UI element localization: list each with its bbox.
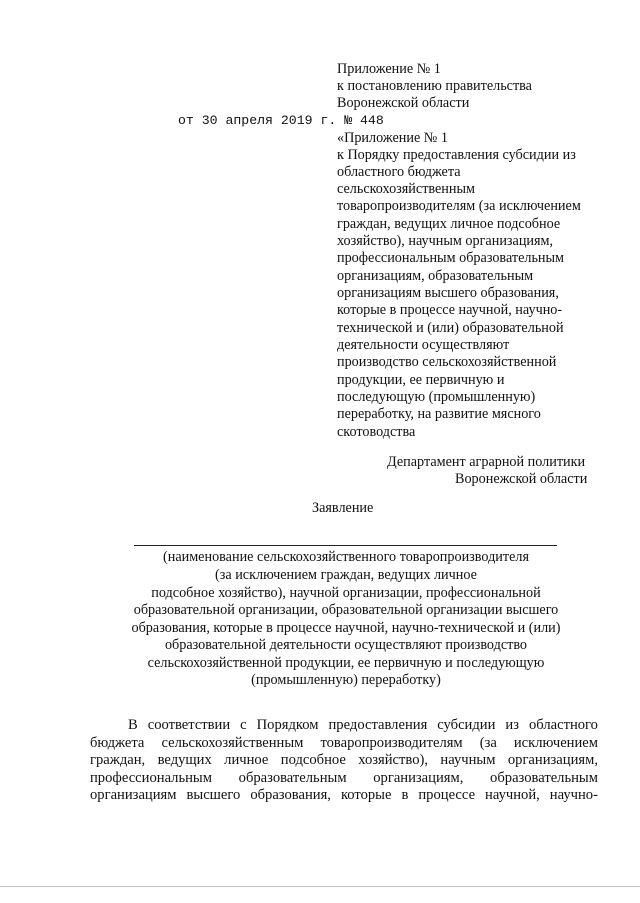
sub-appendix-line: производство сельскохозяйственной — [337, 354, 557, 370]
caption-line: образовательной организации, образовательной организации высшего — [133, 602, 559, 618]
sub-appendix-line: сельскохозяйственным — [337, 181, 476, 197]
appendix-title: Приложение № 1 — [337, 61, 441, 77]
sub-appendix-line: деятельности осуществляют — [337, 337, 510, 353]
sub-appendix-line: профессиональным образовательным — [337, 250, 565, 266]
addressee-line-2: Воронежской области — [455, 471, 588, 487]
sub-appendix-line: граждан, ведущих личное подсобное — [337, 216, 561, 232]
sub-appendix-line: организациям, образовательным — [337, 268, 534, 284]
sub-appendix-line: областного бюджета — [337, 164, 461, 180]
sub-appendix-line: которые в процессе научной, научно- — [337, 302, 563, 318]
body-line: В соответствии с Порядком предоставления субсидии из областного — [128, 717, 598, 733]
sub-appendix-line: к Порядку предоставления субсидии из — [337, 147, 576, 163]
scan-edge-line — [0, 886, 640, 887]
caption-line: подсобное хозяйство), научной организации, профессиональной — [151, 585, 541, 601]
caption-line: (наименование сельскохозяйственного товаропроизводителя — [163, 549, 529, 565]
sub-appendix-line: товаропроизводителям (за исключением — [337, 198, 581, 214]
sub-appendix-line: скотоводства — [337, 424, 416, 440]
resolution-date-number: от 30 апреля 2019 г. № 448 — [178, 113, 384, 128]
sub-appendix-line: «Приложение № 1 — [337, 130, 448, 146]
applicant-name-blank-line — [134, 545, 557, 546]
body-line: профессиональным образовательным организациям, образовательным — [90, 770, 598, 786]
caption-line: (промышленную) переработку) — [251, 672, 441, 688]
body-line: бюджета сельскохозяйственным товаропроизводителям (за исключением — [90, 735, 598, 751]
addressee-line-1: Департамент аграрной политики — [387, 454, 586, 470]
caption-line: (за исключением граждан, ведущих личное — [215, 567, 477, 583]
caption-line: образования, которые в процессе научной, научно-технической и (или) — [131, 620, 561, 636]
sub-appendix-line: организациям высшего образования, — [337, 285, 559, 301]
caption-line: сельскохозяйственной продукции, ее первичную и последующую — [147, 655, 545, 671]
appendix-to: к постановлению правительства — [337, 78, 532, 94]
appendix-region: Воронежской области — [337, 95, 470, 111]
sub-appendix-line: хозяйство), научным организациям, — [337, 233, 554, 249]
sub-appendix-line: технической и (или) образовательной — [337, 320, 564, 336]
sub-appendix-line: последующую (промышленную) — [337, 389, 536, 405]
sub-appendix-line: переработку, на развитие мясного — [337, 406, 541, 422]
document-title: Заявление — [312, 500, 374, 516]
body-line: организациям высшего образования, которые в процессе научной, научно- — [90, 787, 598, 803]
body-line: граждан, ведущих личное подсобное хозяйство), научным организациям, — [90, 752, 598, 768]
caption-line: образовательной деятельности осуществляют производство — [164, 637, 528, 653]
sub-appendix-line: продукции, ее первичную и — [337, 372, 505, 388]
